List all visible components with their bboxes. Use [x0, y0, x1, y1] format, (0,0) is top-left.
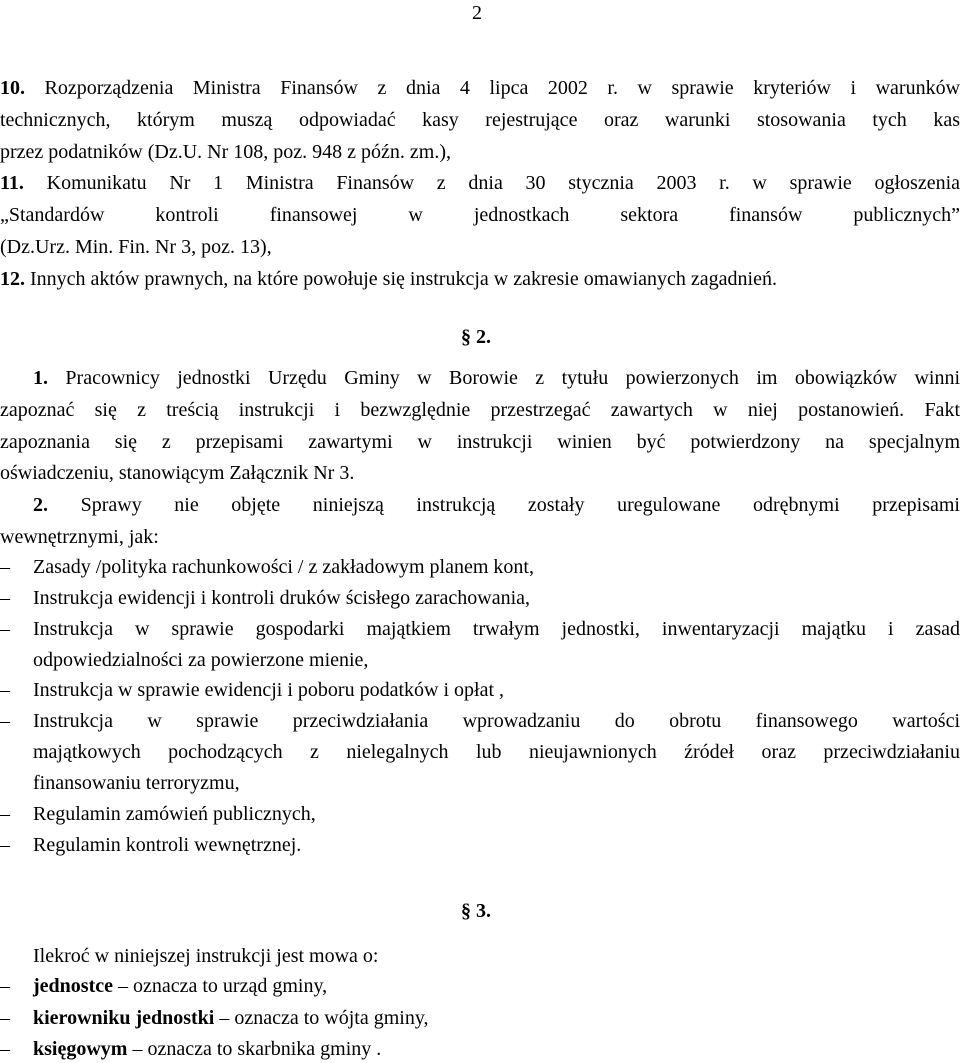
list-item-10-line-2: technicznych, którym muszą odpowiadać kasy rejestrujące oraz warunki stosowania tych kas: [0, 109, 960, 131]
definition-text: [33, 974, 960, 998]
definition-term: jednostce: [33, 975, 113, 997]
definition-meaning: – oznacza to wójta gminy,: [214, 1007, 429, 1029]
definition-meaning: – oznacza to skarbnika gminy .: [127, 1038, 382, 1060]
definition-text: [33, 1006, 960, 1030]
paragraph-text: Sprawy nie objęte niniejszą instrukcją zostały uregulowane odrębnymi przepisami: [80, 494, 960, 516]
definition-meaning: – oznacza to urząd gminy,: [112, 975, 328, 997]
dash-list-text: Regulamin zamówień publicznych,: [33, 803, 316, 825]
item-number: 10.: [0, 77, 25, 99]
item-number: 11.: [0, 172, 24, 194]
dash-list-text: Instrukcja w sprawie ewidencji i poboru podatków i opłat ,: [33, 679, 504, 701]
list-item-12-line-1: [0, 267, 960, 291]
dash-list-text: finansowaniu terroryzmu,: [33, 772, 240, 794]
dash-list-text: Instrukcja w sprawie przeciwdziałania wprowadzaniu do obrotu finansowego wartości: [33, 710, 960, 732]
list-item-text: Rozporządzenia Ministra Finansów z dnia 4 lipca 2002 r. w sprawie kryteriów i warunków: [44, 77, 960, 99]
paragraph-number: 2.: [33, 494, 48, 516]
dash-list-text: odpowiedzialności za powierzone mienie,: [33, 649, 369, 671]
section-3-heading: § 3.: [461, 900, 491, 922]
dash-bullet: –: [0, 587, 10, 609]
list-item-11-line-1: [0, 171, 960, 195]
dash-bullet: –: [0, 975, 10, 997]
list-item-11-line-2: „Standardów kontroli finansowej w jednostkach sektora finansów publicznych”: [0, 204, 960, 226]
dash-bullet: –: [0, 803, 10, 825]
definition-term: kierowniku jednostki: [33, 1007, 215, 1029]
list-item-text: Komunikatu Nr 1 Ministra Finansów z dnia 30 stycznia 2003 r. w sprawie ogłoszenia: [46, 172, 960, 194]
list-item-text: Innych aktów prawnych, na które powołuje się instrukcja w zakresie omawianych zagadnień.: [30, 268, 777, 290]
paragraph-text: Pracownicy jednostki Urzędu Gminy w Borowie z tytułu powierzonych im obowiązków winni: [65, 367, 960, 389]
dash-bullet: –: [0, 834, 10, 856]
list-item-11-line-3: (Dz.Urz. Min. Fin. Nr 3, poz. 13),: [0, 236, 272, 258]
dash-list-text: Instrukcja ewidencji i kontroli druków ścisłego zarachowania,: [33, 587, 531, 609]
paragraph-1-line-2: zapoznać się z treścią instrukcji i bezwzględnie przestrzegać zawartych w niej postanowień. Fakt: [0, 399, 960, 421]
paragraph-number: 1.: [33, 367, 48, 389]
page-number: 2: [472, 2, 482, 24]
list-item-10-line-3: przez podatników (Dz.U. Nr 108, poz. 948 z późn. zm.),: [0, 141, 451, 163]
dash-bullet: –: [0, 710, 10, 732]
dash-list-text: Zasady /polityka rachunkowości / z zakładowym planem kont,: [33, 556, 534, 578]
dash-bullet: –: [0, 1038, 10, 1060]
paragraph-2-line-1: [0, 493, 960, 517]
dash-bullet: –: [0, 618, 10, 640]
item-number: 12.: [0, 268, 25, 290]
dash-bullet: –: [0, 556, 10, 578]
dash-bullet: –: [0, 679, 10, 701]
paragraph-1-line-4: oświadczeniu, stanowiącym Załącznik Nr 3.: [0, 462, 355, 484]
definition-term: księgowym: [33, 1038, 128, 1060]
section-2-heading: § 2.: [461, 326, 491, 348]
list-item-10-line-1: [0, 76, 960, 100]
paragraph-2-line-2: wewnętrznymi, jak:: [0, 526, 159, 548]
paragraph-1-line-3: zapoznania się z przepisami zawartymi w instrukcji winien być potwierdzony na specjalnym: [0, 431, 960, 453]
dash-bullet: –: [0, 1007, 10, 1029]
definition-text: [33, 1037, 960, 1061]
dash-list-text: Instrukcja w sprawie gospodarki majątkiem trwałym jednostki, inwentaryzacji majątku i zasad: [33, 618, 960, 640]
paragraph-1-line-1: [0, 366, 960, 390]
section-3-intro: Ilekroć w niniejszej instrukcji jest mowa o:: [33, 945, 379, 967]
dash-list-text: majątkowych pochodzących z nielegalnych lub nieujawnionych źródeł oraz przeciwdziałaniu: [33, 741, 960, 763]
dash-list-text: Regulamin kontroli wewnętrznej.: [33, 834, 302, 856]
